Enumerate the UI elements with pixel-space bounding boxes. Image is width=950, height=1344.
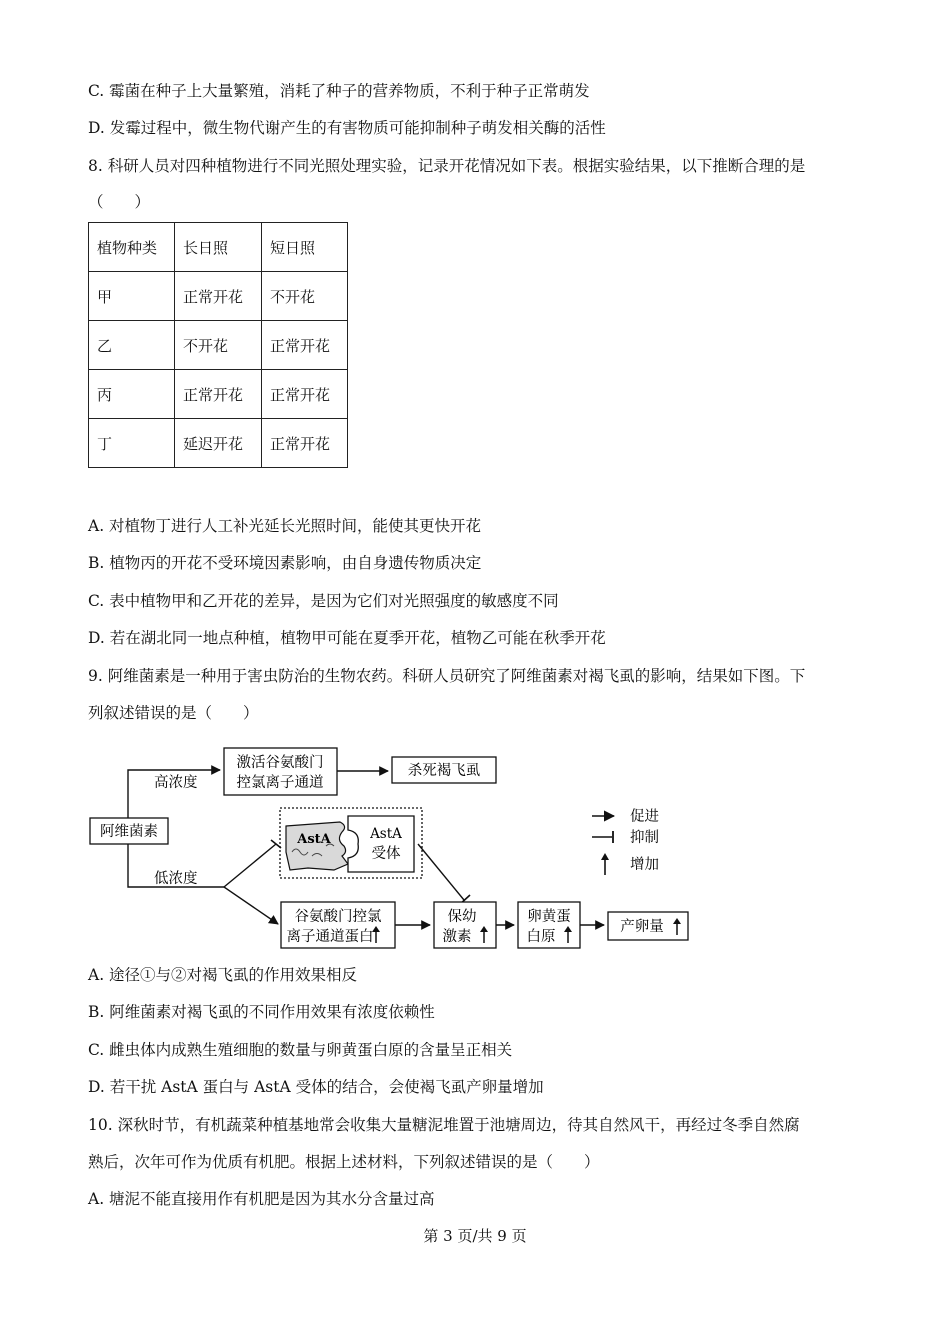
table-cell: 丙: [89, 370, 175, 419]
table-header-row: [89, 223, 348, 272]
receptor-shape: [348, 816, 414, 872]
high-concentration-label: 高浓度: [154, 775, 198, 791]
q9-stem-line2: 列叙述错误的是（ ）: [88, 704, 259, 722]
vg-line2: 白原: [526, 929, 556, 945]
receptor-label-line1: AstA: [370, 826, 402, 842]
table-cell: 甲: [89, 272, 175, 321]
table-cell: 延迟开花: [175, 419, 262, 468]
q9-option-d: D. 若干扰 AstA 蛋白与 AstA 受体的结合，会使褐飞虱产卵量增加: [88, 1078, 544, 1096]
table-cell: 正常开花: [262, 419, 348, 468]
table-row: [89, 321, 348, 370]
inhibit-jh-line: [418, 844, 464, 900]
table-header-cell: 长日照: [175, 223, 262, 272]
q8-stem: 8. 科研人员对四种植物进行不同光照处理实验，记录开花情况如下表。根据实验结果，以下推断合理的是: [88, 157, 806, 175]
q7-option-c: C. 霉菌在种子上大量繁殖，消耗了种子的营养物质，不利于种子正常萌发: [88, 82, 590, 100]
legend-increase-label: 增加: [630, 857, 659, 873]
q8-table: [88, 222, 348, 468]
kill-label: 杀死褐飞虱: [407, 763, 481, 779]
vg-line1: 卵黄蛋: [527, 909, 571, 925]
table-cell: 乙: [89, 321, 175, 370]
table-row: [89, 272, 348, 321]
q8-answer-blank: （ ）: [88, 193, 151, 211]
inhibit-asta-line: [224, 844, 276, 887]
jh-line1: 保幼: [447, 909, 477, 925]
q10-stem-line2: 熟后，次年可作为优质有机肥。根据上述材料，下列叙述错误的是（ ）: [88, 1153, 600, 1171]
table-cell: 不开花: [175, 321, 262, 370]
jh-line2: 激素: [442, 929, 472, 945]
q8-option-a: A. 对植物丁进行人工补光延长光照时间，能使其更快开花: [88, 517, 482, 535]
q9-stem-line1: 9. 阿维菌素是一种用于害虫防治的生物农药。科研人员研究了阿维菌素对褐飞虱的影响，结果如下图。下: [88, 667, 806, 685]
q8-option-d: D. 若在湖北同一地点种植，植物甲可能在夏季开花，植物乙可能在秋季开花: [88, 629, 606, 647]
table-cell: 正常开花: [175, 272, 262, 321]
source-label: 阿维菌素: [100, 824, 158, 840]
q10-stem-line1: 10. 深秋时节，有机蔬菜种植基地常会收集大量糖泥堆置于池塘周边，待其自然风干，再经过冬季自然腐: [88, 1116, 800, 1134]
table-row: [89, 370, 348, 419]
table-header-cell: 短日照: [262, 223, 348, 272]
table-cell: 丁: [89, 419, 175, 468]
activate-channel-line2: 控氯离子通道: [236, 775, 324, 791]
asta-label: AstA: [297, 832, 331, 847]
low-concentration-label: 低浓度: [154, 871, 198, 887]
channel-protein-line2: 离子通道蛋白: [286, 929, 374, 945]
q8-option-c: C. 表中植物甲和乙开花的差异，是因为它们对光照强度的敏感度不同: [88, 592, 559, 610]
page-footer: 第 3 页/共 9 页: [423, 1227, 527, 1245]
egg-label: 产卵量: [620, 919, 664, 935]
table-cell: 正常开花: [175, 370, 262, 419]
legend-inhibit-label: 抑制: [630, 830, 659, 846]
q9-option-b: B. 阿维菌素对褐飞虱的不同作用效果有浓度依赖性: [88, 1003, 435, 1021]
q9-option-c: C. 雌虫体内成熟生殖细胞的数量与卵黄蛋白原的含量呈正相关: [88, 1041, 513, 1059]
arrow-to-channel-protein: [224, 887, 278, 924]
q10-option-a: A. 塘泥不能直接用作有机肥是因为其水分含量过高: [88, 1190, 435, 1208]
legend: [592, 808, 659, 875]
legend-promote-label: 促进: [630, 809, 659, 825]
table-cell: 正常开花: [262, 370, 348, 419]
legend-increase-head: [601, 853, 609, 860]
table-cell: 正常开花: [262, 321, 348, 370]
table-row: [89, 419, 348, 468]
q7-option-d: D. 发霉过程中，微生物代谢产生的有害物质可能抑制种子萌发相关酶的活性: [88, 119, 606, 137]
q9-diagram: [86, 740, 706, 952]
activate-channel-line1: 激活谷氨酸门: [236, 755, 324, 771]
q9-option-a: A. 途径①与②对褐飞虱的作用效果相反: [88, 966, 358, 984]
table-cell: 不开花: [262, 272, 348, 321]
receptor-label-line2: 受体: [371, 846, 401, 862]
channel-protein-line1: 谷氨酸门控氯: [294, 909, 382, 925]
q8-option-b: B. 植物丙的开花不受环境因素影响，由自身遗传物质决定: [88, 554, 482, 572]
table-header-cell: 植物种类: [89, 223, 175, 272]
